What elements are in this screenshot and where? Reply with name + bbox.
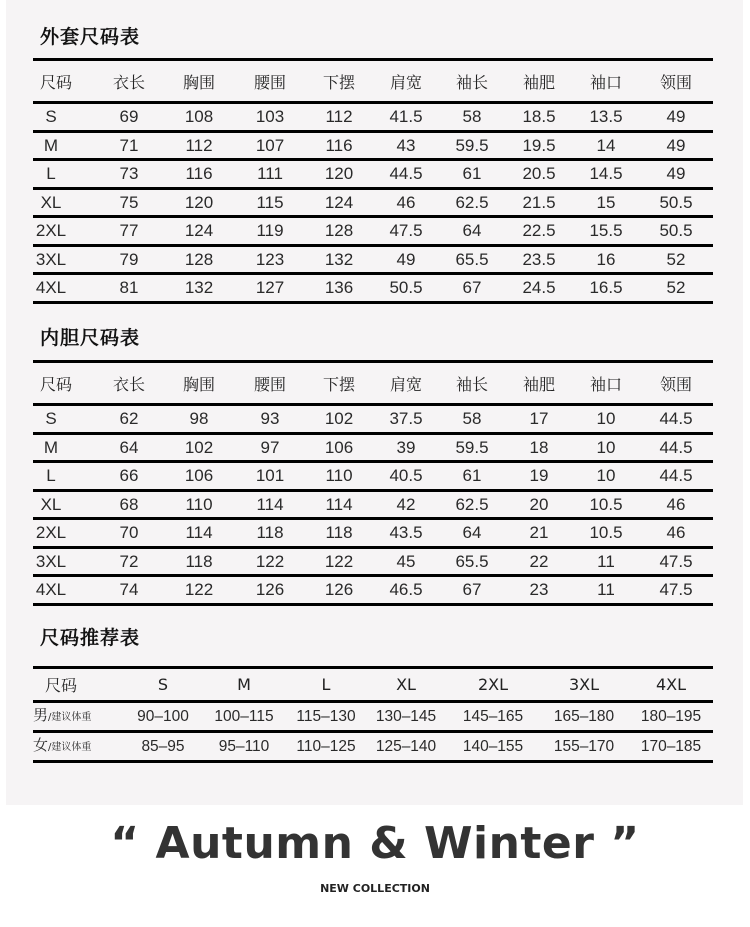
size-label: S [45, 409, 57, 429]
table-row [33, 131, 713, 160]
measurement-cell: 106 [184, 466, 214, 486]
measurement-cell: 122 [324, 551, 354, 571]
weight-range: 180–195 [640, 708, 702, 725]
table-row [33, 547, 713, 576]
measurement-cell: 71 [119, 135, 139, 155]
header-chest: 胸围 [182, 374, 215, 394]
liner-table-title: 内胆尺码表 [40, 327, 141, 349]
measurement-cell: 41.5 [389, 107, 423, 127]
measurement-cell: 116 [185, 164, 213, 184]
measurement-cell: 118 [256, 523, 284, 543]
measurement-cell: 43.5 [389, 523, 423, 543]
measurement-cell: 62.5 [455, 192, 489, 212]
measurement-cell: 44.5 [389, 164, 423, 184]
gender-cell [33, 702, 125, 732]
measurement-cell: 58 [462, 409, 482, 429]
table-row [33, 160, 713, 189]
measurement-cell: 59.5 [455, 135, 489, 155]
coat-size-table [33, 58, 713, 304]
measurement-cell: 59.5 [455, 437, 489, 457]
gender-label: 男 [33, 706, 49, 724]
header-length: 衣长 [112, 72, 145, 92]
collection-subtitle: NEW COLLECTION [320, 882, 430, 895]
header-sleeve-length: 袖长 [455, 72, 488, 92]
table-row [33, 103, 713, 132]
weight-hint: /建议体重 [48, 742, 92, 753]
measurement-cell: 110 [325, 466, 353, 486]
weight-range: 100–115 [214, 708, 274, 725]
size-label: 3XL [35, 249, 67, 269]
table-header-row [33, 60, 713, 103]
measurement-cell: 128 [184, 249, 214, 269]
weight-range: 130–145 [375, 708, 437, 725]
weight-range: 90–100 [137, 708, 189, 725]
collection-title: “ Autumn & Winter ” [110, 818, 640, 869]
measurement-cell: 128 [324, 221, 354, 241]
coat-table-title: 外套尺码表 [40, 26, 141, 48]
weight-hint: /建议体重 [48, 712, 92, 723]
measurement-cell: 64 [462, 221, 482, 241]
header-collar: 领围 [659, 72, 692, 92]
measurement-cell: 44.5 [659, 437, 693, 457]
table-row [33, 405, 713, 434]
measurement-cell: 47.5 [389, 221, 423, 241]
measurement-cell: 75 [119, 192, 139, 212]
size-label: 4XL [35, 278, 67, 298]
measurement-cell: 122 [255, 551, 285, 571]
weight-range: 155–170 [553, 738, 615, 755]
header-s: S [157, 675, 169, 694]
weight-range: 140–155 [462, 738, 524, 755]
measurement-cell: 97 [260, 437, 280, 457]
measurement-cell: 42 [396, 494, 416, 514]
measurement-cell: 64 [119, 437, 139, 457]
measurement-cell: 111 [257, 164, 283, 184]
header-size: 尺码 [40, 72, 73, 92]
measurement-cell: 23.5 [522, 249, 556, 269]
measurement-cell: 98 [189, 409, 209, 429]
measurement-cell: 47.5 [659, 580, 693, 600]
measurement-cell: 44.5 [659, 466, 693, 486]
measurement-cell: 45 [396, 551, 416, 571]
header-sleeve-length: 袖长 [455, 374, 488, 394]
table-row [33, 519, 713, 548]
header-xl: XL [396, 675, 416, 694]
measurement-cell: 23 [529, 580, 549, 600]
header-cuff: 袖口 [589, 374, 622, 394]
measurement-cell: 49 [666, 164, 686, 184]
measurement-cell: 49 [666, 107, 686, 127]
measurement-cell: 58 [462, 107, 482, 127]
weight-range: 95–110 [218, 738, 270, 755]
measurement-cell: 62.5 [455, 494, 489, 514]
measurement-cell: 10 [596, 466, 616, 486]
header-hem: 下摆 [322, 374, 355, 394]
measurement-cell: 120 [324, 164, 354, 184]
measurement-cell: 73 [119, 164, 139, 184]
measurement-cell: 102 [324, 409, 354, 429]
header-3xl: 3XL [568, 675, 600, 694]
size-label: M [43, 437, 59, 457]
measurement-cell: 79 [119, 249, 139, 269]
measurement-cell: 124 [184, 221, 214, 241]
table-row [33, 490, 713, 519]
liner-size-table [33, 360, 713, 606]
size-label: 2XL [35, 523, 67, 543]
measurement-cell: 61 [462, 466, 482, 486]
measurement-cell: 19.5 [522, 135, 556, 155]
measurement-cell: 15.5 [589, 221, 623, 241]
measurement-cell: 24.5 [522, 278, 556, 298]
gender-cell [33, 732, 125, 762]
measurement-cell: 110 [185, 494, 213, 514]
size-label: 3XL [35, 551, 67, 571]
measurement-cell: 22 [529, 551, 549, 571]
recommend-table-body [33, 702, 713, 762]
size-label: M [43, 135, 59, 155]
measurement-cell: 10 [596, 437, 616, 457]
header-hem: 下摆 [322, 72, 355, 92]
measurement-cell: 103 [255, 107, 285, 127]
measurement-cell: 123 [255, 249, 285, 269]
table-row [33, 245, 713, 274]
size-label: 4XL [35, 580, 67, 600]
weight-range: 165–180 [553, 708, 615, 725]
measurement-cell: 52 [666, 278, 686, 298]
table-header-row [33, 362, 713, 405]
measurement-cell: 16 [596, 249, 616, 269]
size-label: L [46, 164, 56, 184]
size-label: 2XL [35, 221, 67, 241]
measurement-cell: 106 [324, 437, 354, 457]
header-m: M [237, 675, 251, 694]
header-shoulder: 肩宽 [389, 374, 422, 394]
measurement-cell: 132 [324, 249, 354, 269]
measurement-cell: 127 [255, 278, 285, 298]
measurement-cell: 13.5 [589, 107, 623, 127]
measurement-cell: 62 [119, 409, 139, 429]
header-size: 尺码 [45, 676, 78, 695]
header-cuff: 袖口 [589, 72, 622, 92]
measurement-cell: 119 [256, 221, 284, 241]
measurement-cell: 46.5 [389, 580, 423, 600]
size-label: XL [40, 494, 62, 514]
measurement-cell: 37.5 [389, 409, 423, 429]
measurement-cell: 20.5 [522, 164, 556, 184]
header-4xl: 4XL [655, 675, 687, 694]
table-row [33, 433, 713, 462]
measurement-cell: 10.5 [589, 494, 623, 514]
weight-range: 115–130 [296, 708, 356, 725]
measurement-cell: 93 [260, 409, 280, 429]
coat-table-body [33, 103, 713, 303]
measurement-cell: 65.5 [455, 551, 489, 571]
measurement-cell: 11 [597, 580, 615, 600]
measurement-cell: 114 [256, 494, 284, 514]
header-waist: 腰围 [253, 72, 286, 92]
weight-range: 125–140 [375, 738, 437, 755]
measurement-cell: 122 [184, 580, 214, 600]
measurement-cell: 136 [324, 278, 354, 298]
size-label: L [46, 466, 56, 486]
measurement-cell: 101 [255, 466, 285, 486]
measurement-cell: 46 [666, 523, 686, 543]
header-sleeve-width: 袖肥 [522, 374, 555, 394]
liner-table-body [33, 405, 713, 605]
measurement-cell: 22.5 [522, 221, 556, 241]
table-row [33, 217, 713, 246]
header-sleeve-width: 袖肥 [522, 72, 555, 92]
measurement-cell: 15 [596, 192, 616, 212]
measurement-cell: 46 [396, 192, 416, 212]
header-length: 衣长 [112, 374, 145, 394]
measurement-cell: 52 [666, 249, 686, 269]
measurement-cell: 68 [119, 494, 139, 514]
measurement-cell: 108 [184, 107, 214, 127]
measurement-cell: 74 [119, 580, 139, 600]
measurement-cell: 107 [255, 135, 285, 155]
header-2xl: 2XL [477, 675, 509, 694]
measurement-cell: 50.5 [659, 221, 693, 241]
measurement-cell: 120 [184, 192, 214, 212]
recommend-table-title: 尺码推荐表 [40, 627, 141, 649]
measurement-cell: 21.5 [522, 192, 556, 212]
header-collar: 领围 [659, 374, 692, 394]
measurement-cell: 11 [597, 551, 615, 571]
header-l: L [321, 675, 331, 694]
table-header-row [33, 668, 713, 702]
measurement-cell: 77 [119, 221, 139, 241]
measurement-cell: 67 [462, 580, 482, 600]
measurement-cell: 112 [325, 107, 353, 127]
measurement-cell: 39 [396, 437, 416, 457]
weight-range: 110–125 [296, 738, 356, 755]
measurement-cell: 50.5 [659, 192, 693, 212]
table-row [33, 732, 713, 762]
measurement-cell: 112 [185, 135, 213, 155]
recommend-size-table [33, 666, 713, 763]
measurement-cell: 102 [184, 437, 214, 457]
weight-range: 170–185 [640, 738, 702, 755]
measurement-cell: 64 [462, 523, 482, 543]
measurement-cell: 46 [666, 494, 686, 514]
measurement-cell: 116 [325, 135, 353, 155]
header-shoulder: 肩宽 [389, 72, 422, 92]
measurement-cell: 14.5 [589, 164, 623, 184]
measurement-cell: 40.5 [389, 466, 423, 486]
table-row [33, 576, 713, 605]
measurement-cell: 65.5 [455, 249, 489, 269]
measurement-cell: 17 [529, 409, 549, 429]
size-label: XL [40, 192, 62, 212]
measurement-cell: 18.5 [522, 107, 556, 127]
weight-range: 85–95 [141, 738, 185, 755]
table-row [33, 702, 713, 732]
measurement-cell: 43 [396, 135, 416, 155]
measurement-cell: 66 [119, 466, 139, 486]
measurement-cell: 132 [184, 278, 214, 298]
measurement-cell: 124 [324, 192, 354, 212]
measurement-cell: 70 [119, 523, 139, 543]
measurement-cell: 49 [396, 249, 416, 269]
measurement-cell: 49 [666, 135, 686, 155]
measurement-cell: 21 [529, 523, 549, 543]
measurement-cell: 126 [324, 580, 354, 600]
header-waist: 腰围 [253, 374, 286, 394]
measurement-cell: 81 [119, 278, 139, 298]
measurement-cell: 67 [462, 278, 482, 298]
table-row [33, 274, 713, 303]
header-size: 尺码 [40, 374, 73, 394]
gender-label: 女 [33, 736, 49, 754]
measurement-cell: 20 [529, 494, 549, 514]
measurement-cell: 10 [596, 409, 616, 429]
measurement-cell: 114 [325, 494, 353, 514]
measurement-cell: 72 [119, 551, 139, 571]
measurement-cell: 114 [185, 523, 213, 543]
measurement-cell: 10.5 [589, 523, 623, 543]
measurement-cell: 50.5 [389, 278, 423, 298]
measurement-cell: 118 [325, 523, 353, 543]
measurement-cell: 47.5 [659, 551, 693, 571]
table-row [33, 188, 713, 217]
header-chest: 胸围 [182, 72, 215, 92]
measurement-cell: 126 [255, 580, 285, 600]
measurement-cell: 61 [462, 164, 482, 184]
measurement-cell: 115 [256, 192, 284, 212]
measurement-cell: 16.5 [589, 278, 623, 298]
measurement-cell: 44.5 [659, 409, 693, 429]
table-row [33, 462, 713, 491]
weight-range: 145–165 [462, 708, 524, 725]
measurement-cell: 19 [529, 466, 549, 486]
measurement-cell: 118 [185, 551, 213, 571]
measurement-cell: 14 [596, 135, 616, 155]
size-label: S [45, 107, 57, 127]
measurement-cell: 18 [529, 437, 549, 457]
measurement-cell: 69 [119, 107, 139, 127]
